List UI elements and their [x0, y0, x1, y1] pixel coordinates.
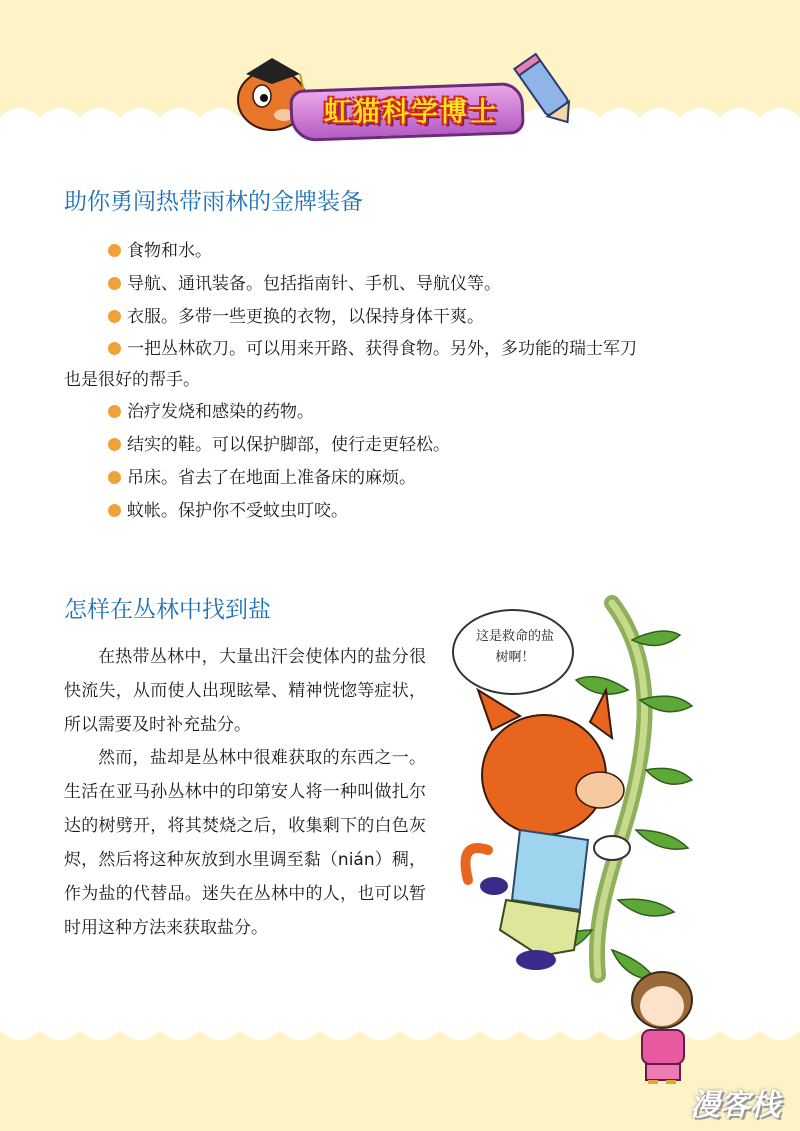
speech-bubble-text: 这是救命的盐树啊！	[475, 629, 554, 665]
section-title-salt: 怎样在丛林中找到盐	[64, 597, 271, 623]
list-item-text: 治疗发烧和感染的药物。	[127, 402, 314, 422]
list-item	[64, 301, 744, 334]
list-item	[64, 462, 744, 495]
list-item	[64, 429, 744, 462]
bullet-dot-icon	[108, 504, 121, 517]
list-item-text: 食物和水。	[127, 241, 212, 261]
bullet-dot-icon	[108, 405, 121, 418]
section-title-equipment: 助你勇闯热带雨林的金牌装备	[64, 189, 363, 215]
list-item	[64, 396, 744, 429]
watermark: 漫客栈	[690, 1088, 780, 1123]
list-item	[64, 495, 744, 528]
list-item	[64, 235, 744, 268]
list-item-text: 蚊帐。保护你不受蚊虫叮咬。	[127, 501, 348, 521]
paragraph: 然而，盐却是丛林中很难获取的东西之一。生活在亚马孙丛林中的印第安人将一种叫做扎尔达的树劈开，将其焚烧之后，收集剩下的白色灰烬，然后将这种灰放到水里调至黏（nián）稠，作为盐的代替品。迷失在丛林中的人，也可以暂时用这种方法来获取盐分。	[64, 748, 426, 938]
equipment-list	[64, 235, 744, 528]
list-item-text: 一把丛林砍刀。可以用来开路、获得食物。另外，多功能的瑞士军刀	[127, 339, 637, 359]
list-item-text: 也是很好的帮手。	[64, 370, 200, 390]
list-item-text: 结实的鞋。可以保护脚部，使行走更轻松。	[127, 435, 450, 455]
list-item-continuation	[64, 365, 744, 396]
list-item-text: 导航、通讯装备。包括指南针、手机、导航仪等。	[127, 274, 501, 294]
list-item-text: 吊床。省去了在地面上准备床的麻烦。	[127, 468, 416, 488]
bullet-dot-icon	[108, 244, 121, 257]
bullet-dot-icon	[108, 438, 121, 451]
bullet-dot-icon	[108, 277, 121, 290]
bullet-dot-icon	[108, 310, 121, 323]
list-item	[64, 334, 744, 365]
list-item	[64, 268, 744, 301]
paragraph: 在热带丛林中，大量出汗会使体内的盐分很快流失，从而使人出现眩晕、精神恍惚等症状，所以需要及时补充盐分。	[64, 647, 426, 735]
logo-title: 虹猫科学博士	[324, 97, 498, 128]
bullet-dot-icon	[108, 471, 121, 484]
bullet-dot-icon	[108, 342, 121, 355]
list-item-text: 衣服。多带一些更换的衣物，以保持身体干爽。	[127, 307, 484, 327]
